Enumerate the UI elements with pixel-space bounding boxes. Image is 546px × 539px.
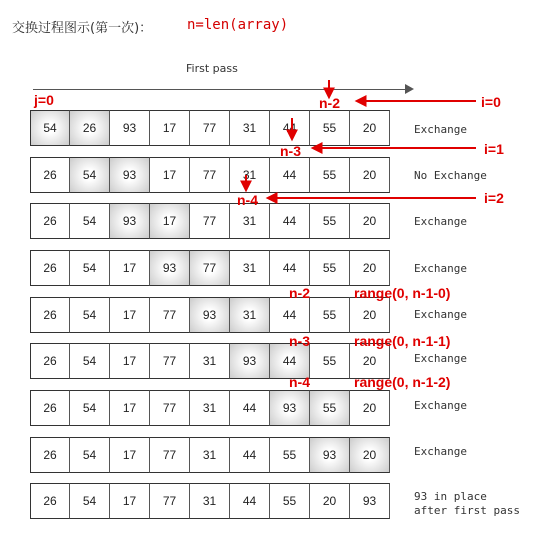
array-cell: 20 <box>350 390 390 426</box>
n2-label: n-2 <box>319 95 340 111</box>
code-formula: n=len(array) <box>187 17 289 33</box>
n3-bound-label: n-3 <box>289 333 310 349</box>
array-cell: 44 <box>270 297 310 333</box>
array-cell: 44 <box>270 343 310 379</box>
array-cell: 54 <box>70 157 110 193</box>
array-cell: 20 <box>350 343 390 379</box>
array-cell: 44 <box>270 203 310 239</box>
array-cell: 31 <box>230 203 270 239</box>
row-status-note: 93 in place after first pass <box>414 490 520 517</box>
array-cell: 44 <box>230 483 270 519</box>
array-cell: 54 <box>70 250 110 286</box>
n2-bound-label: n-2 <box>289 285 310 301</box>
array-cell: 20 <box>350 250 390 286</box>
row-status-note: Exchange <box>414 352 467 365</box>
array-cell: 54 <box>70 437 110 473</box>
array-cell: 55 <box>310 157 350 193</box>
array-cell: 77 <box>150 390 190 426</box>
row-status-note: Exchange <box>414 308 467 321</box>
array-cell: 55 <box>270 437 310 473</box>
array-row <box>30 343 390 379</box>
array-cell: 31 <box>230 157 270 193</box>
array-row <box>30 297 390 333</box>
array-cell: 20 <box>350 297 390 333</box>
array-cell: 26 <box>30 437 70 473</box>
array-cell: 31 <box>230 250 270 286</box>
array-cell: 77 <box>150 437 190 473</box>
array-cell: 54 <box>70 297 110 333</box>
array-cell: 55 <box>270 483 310 519</box>
array-cell: 55 <box>310 297 350 333</box>
array-cell: 93 <box>110 110 150 146</box>
i0-label: i=0 <box>481 94 501 110</box>
array-cell: 17 <box>110 483 150 519</box>
array-cell: 44 <box>270 110 310 146</box>
array-cell: 77 <box>150 297 190 333</box>
array-cell: 44 <box>230 390 270 426</box>
j-index-label: j=0 <box>34 92 54 108</box>
row-status-note: Exchange <box>414 262 467 275</box>
row-status-note: No Exchange <box>414 169 487 182</box>
array-cell: 20 <box>310 483 350 519</box>
array-cell: 44 <box>270 157 310 193</box>
array-cell: 17 <box>110 343 150 379</box>
array-cell: 26 <box>30 343 70 379</box>
array-cell: 20 <box>350 437 390 473</box>
page-title: 交换过程图示(第一次)： <box>12 21 153 36</box>
array-cell: 17 <box>150 110 190 146</box>
array-cell: 93 <box>110 157 150 193</box>
array-cell: 17 <box>110 390 150 426</box>
array-cell: 54 <box>70 390 110 426</box>
range-label-0: range(0, n-1-0) <box>354 285 451 301</box>
array-cell: 26 <box>30 483 70 519</box>
array-cell: 93 <box>190 297 230 333</box>
array-cell: 93 <box>230 343 270 379</box>
array-row <box>30 250 390 286</box>
array-cell: 20 <box>350 157 390 193</box>
array-cell: 55 <box>310 390 350 426</box>
row-status-note: Exchange <box>414 123 467 136</box>
array-cell: 54 <box>70 343 110 379</box>
array-cell: 31 <box>190 437 230 473</box>
pass-direction-line <box>33 89 408 90</box>
array-cell: 93 <box>310 437 350 473</box>
array-cell: 26 <box>30 390 70 426</box>
array-row <box>30 390 390 426</box>
array-cell: 26 <box>70 110 110 146</box>
i2-label: i=2 <box>484 190 504 206</box>
array-cell: 31 <box>230 110 270 146</box>
array-cell: 55 <box>310 343 350 379</box>
array-cell: 17 <box>110 437 150 473</box>
array-cell: 93 <box>270 390 310 426</box>
array-cell: 55 <box>310 110 350 146</box>
array-cell: 55 <box>310 250 350 286</box>
array-cell: 20 <box>350 203 390 239</box>
array-cell: 31 <box>190 343 230 379</box>
array-cell: 44 <box>270 250 310 286</box>
range-label-2: range(0, n-1-2) <box>354 374 451 390</box>
array-cell: 77 <box>190 157 230 193</box>
n4-label: n-4 <box>237 192 258 208</box>
array-cell: 31 <box>190 483 230 519</box>
array-cell: 77 <box>190 110 230 146</box>
array-cell: 17 <box>110 297 150 333</box>
array-row <box>30 483 390 519</box>
i1-label: i=1 <box>484 141 504 157</box>
array-cell: 17 <box>150 157 190 193</box>
array-cell: 31 <box>230 297 270 333</box>
array-cell: 31 <box>190 390 230 426</box>
array-cell: 93 <box>150 250 190 286</box>
array-cell: 77 <box>150 483 190 519</box>
array-cell: 26 <box>30 297 70 333</box>
pass-label: First pass <box>186 62 238 75</box>
range-label-1: range(0, n-1-1) <box>354 333 451 349</box>
array-cell: 26 <box>30 157 70 193</box>
array-cell: 77 <box>150 343 190 379</box>
row-status-note: Exchange <box>414 445 467 458</box>
array-cell: 54 <box>70 203 110 239</box>
array-cell: 20 <box>350 110 390 146</box>
array-row <box>30 157 390 193</box>
row-status-note: Exchange <box>414 399 467 412</box>
array-cell: 26 <box>30 250 70 286</box>
array-row <box>30 203 390 239</box>
row-status-note: Exchange <box>414 215 467 228</box>
array-cell: 17 <box>110 250 150 286</box>
array-cell: 26 <box>30 203 70 239</box>
n4-bound-label: n-4 <box>289 374 310 390</box>
array-cell: 17 <box>150 203 190 239</box>
array-row <box>30 110 390 146</box>
array-cell: 77 <box>190 250 230 286</box>
pass-direction-arrowhead <box>405 84 414 94</box>
n3-label: n-3 <box>280 143 301 159</box>
array-row <box>30 437 390 473</box>
array-cell: 93 <box>350 483 390 519</box>
array-cell: 44 <box>230 437 270 473</box>
array-cell: 54 <box>30 110 70 146</box>
array-cell: 93 <box>110 203 150 239</box>
array-cell: 55 <box>310 203 350 239</box>
array-cell: 54 <box>70 483 110 519</box>
array-cell: 77 <box>190 203 230 239</box>
